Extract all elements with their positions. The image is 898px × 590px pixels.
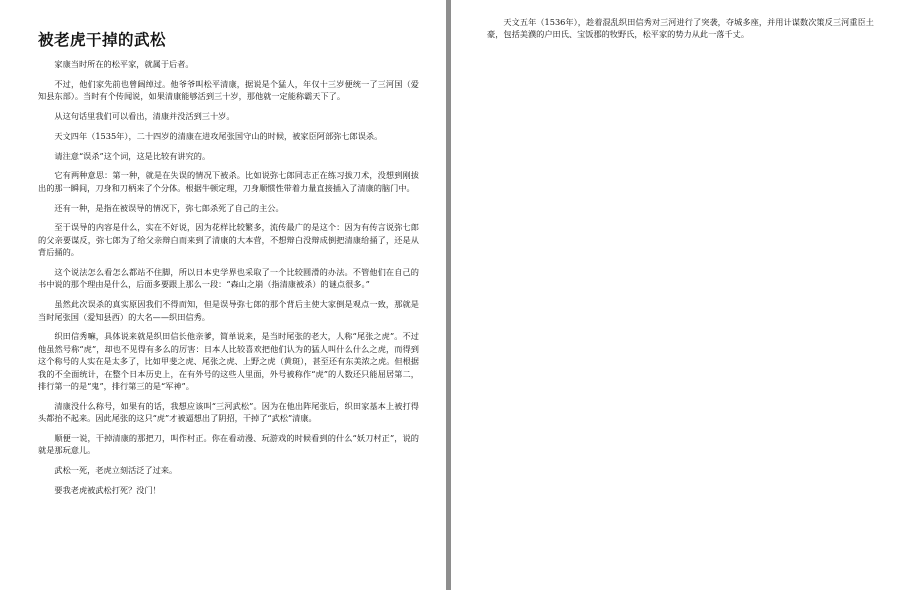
paragraph: 清康没什么称号，如果有的话，我想应该叫“三河武松”。因为在他出阵尾张后，织田家基本上被打得头都抬不起来。因此尾张的这只“虎”才被逼想出了阴招，干掉了“武松”清康。 (38, 400, 419, 424)
page-left (0, 0, 446, 590)
paragraph: 这个说法怎么看怎么都站不住脚，所以日本史学界也采取了一个比较圆滑的办法。不管他们在自己的书中说的那个理由是什么，后面多要跟上那么一段：“森山之崩（指清康被杀）的谜点很多。” (38, 267, 419, 290)
paragraph: 顺便一说，干掉清康的那把刀，叫作村正。你在看动漫、玩游戏的时候看到的什么“妖刀村正”，说的就是那玩意儿。 (38, 433, 419, 456)
left-page-body (38, 58, 419, 496)
paragraph: 家康当时所在的松平家，就属于后者。 (54, 59, 194, 69)
paragraph: 织田信秀嘛，具体说来就是织田信长他亲爹，简单说来，是当时尾张的老大，人称“尾张之虎”。不过他虽然号称“虎”，却也不见得有多么的厉害：日本人比较喜欢把他们认为的猛人叫什么什么之虎，而得到这个称号的人实在是太多了，比如甲斐之虎、尾张之虎、上野之虎（黄斑），甚至还有东美浓之虎。但根据我的不全面统计，在整个日本历史上，在有外号的这些人里面，外号被称作“虎”的人数还只能屈居第二，排行第一的是“鬼”，排行第三的是“军神”。 (38, 331, 419, 392)
right-page-body (487, 16, 874, 41)
paragraph: 从这句话里我们可以看出，清康并没活到三十岁。 (54, 111, 235, 121)
paragraph: 天文四年（1535年），二十四岁的清康在进攻尾张国守山的时候，被家臣阿部弥七郎误杀。 (54, 130, 383, 141)
paragraph: 虽然此次误杀的真实原因我们不得而知，但是误导弥七郎的那个背后主使大家倒是观点一致，那就是当时尾张国（爱知县西）的大名——织田信秀。 (38, 299, 419, 322)
paragraph: 请注意“误杀”这个词，这是比较有讲究的。 (54, 150, 211, 161)
chapter-title: 被老虎干掉的武松 (38, 30, 167, 49)
paragraph: 武松一死，老虎立刻活泛了过来。 (54, 465, 178, 476)
paragraph: 还有一种，是指在被误导的情况下，弥七郎杀死了自己的主公。 (54, 202, 284, 213)
page-right (451, 0, 898, 590)
paragraph: 要我老虎被武松打死？没门！ (54, 485, 161, 496)
paragraph: 它有两种意思：第一种，就是在失误的情况下被杀。比如说弥七郎同志正在练习拔刀术，没想到刚拔出的那一瞬间，刀身和刀柄来了个分体。根据牛顿定理，刀身顺惯性带着力量直接插入了清康的脑门中。 (38, 170, 419, 193)
paragraph: 不过，他们家先前也曾阔绰过。他爷爷叫松平清康，据说是个猛人，年仅十三岁便统一了三河国（爱知县东部）。当时有个传闻说，如果清康能够活到三十岁，那他就一定能称霸天下了。 (38, 78, 419, 102)
paragraph: 至于误导的内容是什么，实在不好说，因为花样比较繁多，流传最广的是这个：因为有传言说弥七郎的父亲要谋反，弥七郎为了给父亲辩白而来到了清康的大本营，不想辩白没辩成倒把清康给捅了，还是从背后捅的。 (38, 222, 419, 258)
paragraph: 天文五年（1536年），趁着混乱织田信秀对三河进行了突袭，夺城多座，并用计谋数次策反三河重臣土豪，包括美濮的户田氏、宝饭郡的牧野氏，松平家的势力从此一落千丈。 (487, 17, 874, 40)
